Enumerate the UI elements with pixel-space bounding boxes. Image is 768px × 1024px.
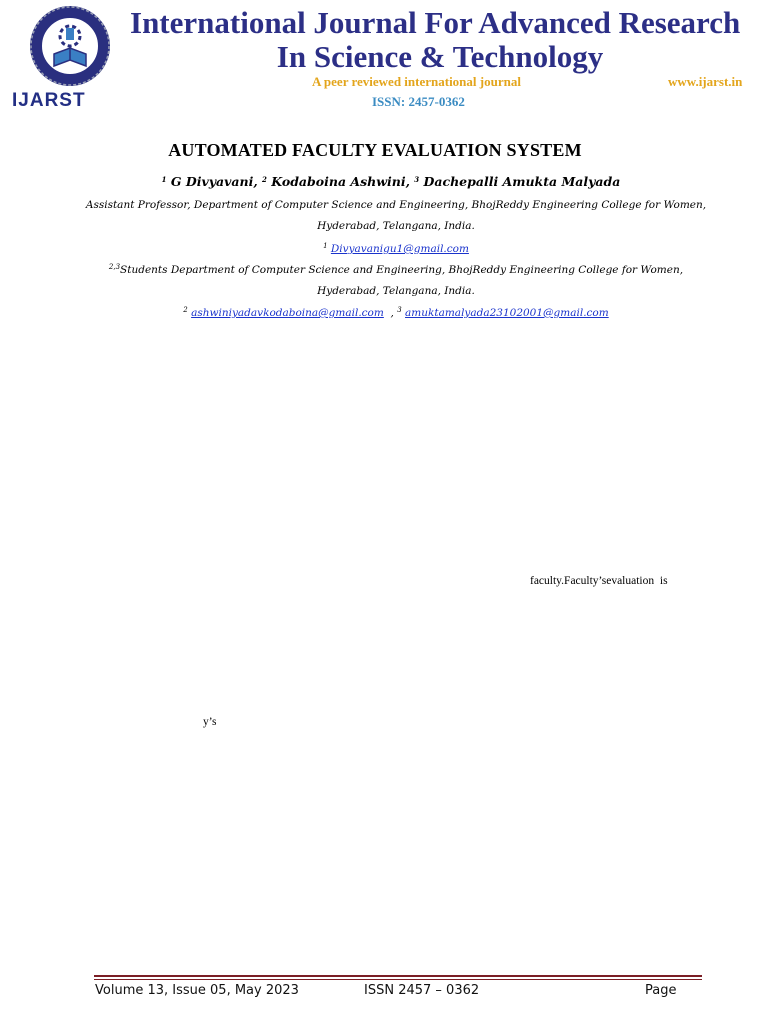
- affiliation1-line1: Assistant Professor, Department of Computer Science and Engineering, BhojReddy Engineering College for Women,: [85, 199, 707, 211]
- email2-link[interactable]: ashwiniyadavkodaboina@gmail.com: [191, 307, 384, 319]
- email3-sup: 3: [397, 306, 402, 314]
- email-separator: ,: [390, 307, 394, 319]
- journal-tagline: A peer reviewed international journal: [312, 74, 521, 89]
- author3-name: Dachepalli Amukta Malyada: [423, 174, 621, 189]
- email3-link[interactable]: amuktamalyada23102001@gmail.com: [405, 307, 609, 319]
- journal-issn: ISSN: 2457-0362: [372, 94, 465, 109]
- body-fragment-1: faculty.Faculty’sevaluation is: [530, 575, 668, 587]
- author1-name: G Divyavani,: [170, 174, 258, 189]
- body-fragment-2: y’s: [203, 716, 217, 728]
- email2-sup: 2: [183, 306, 188, 314]
- author2-sup: 2: [262, 175, 267, 184]
- footer-rule-top: [94, 975, 702, 977]
- footer-rule-bottom: [94, 979, 702, 980]
- affiliation1-line2: Hyderabad, Telangana, India.: [317, 220, 475, 232]
- affiliation2-text: Students Department of Computer Science and Engineering, BhojReddy Engineering College for Women,: [120, 264, 684, 276]
- affiliation2-line2: Hyderabad, Telangana, India.: [317, 285, 475, 297]
- footer-issn: ISSN 2457 – 0362: [364, 983, 480, 998]
- author3-sup: 3: [414, 175, 420, 184]
- email1-line: [0, 242, 768, 255]
- footer-volume: Volume 13, Issue 05, May 2023: [95, 983, 299, 998]
- journal-logo-seal: [22, 4, 118, 88]
- journal-website[interactable]: www.ijarst.in: [668, 74, 743, 89]
- journal-title-line1: International Journal For Advanced Research: [130, 5, 741, 40]
- email2-3-line: [0, 306, 768, 319]
- affiliation2-sup: 2,3: [108, 263, 121, 271]
- paper-title: AUTOMATED FACULTY EVALUATION SYSTEM: [168, 140, 582, 160]
- affiliation2-line1: [0, 263, 768, 276]
- journal-title-line2: In Science & Technology: [276, 39, 604, 74]
- email1-sup: 1: [323, 242, 328, 250]
- author-list: [0, 174, 768, 189]
- email1-link[interactable]: Divyavanigu1@gmail.com: [330, 243, 469, 255]
- footer-page: Page: [645, 983, 677, 998]
- author1-sup: 1: [161, 175, 167, 184]
- journal-logo-wordmark: IJARST: [12, 90, 86, 111]
- author2-name: Kodaboina Ashwini,: [271, 174, 410, 189]
